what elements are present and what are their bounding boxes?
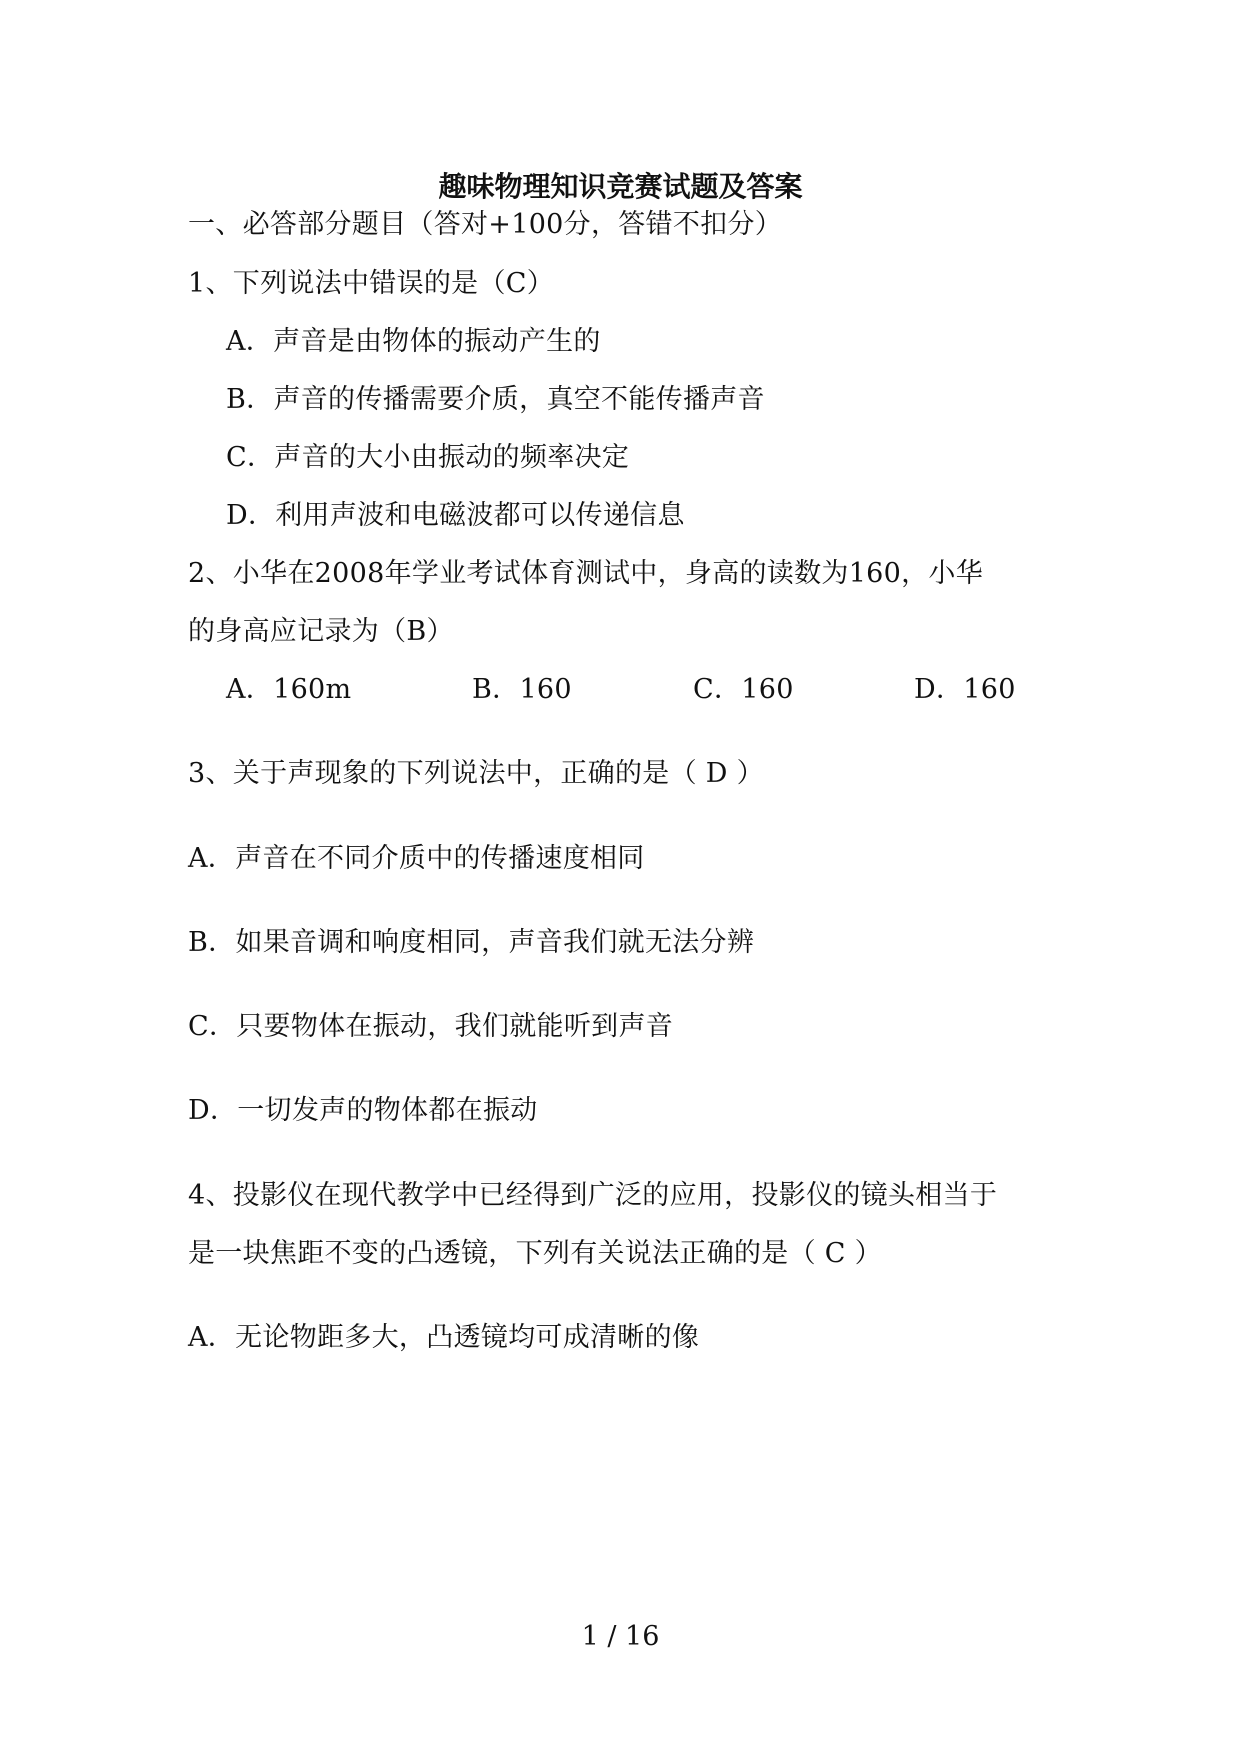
question-1-option-a: A．声音是由物体的振动产生的 <box>226 326 601 357</box>
question-2-option-d: D．160 <box>914 674 1016 705</box>
question-3-option-b: B．如果音调和响度相同，声音我们就无法分辨 <box>188 927 755 958</box>
question-4-option-a: A．无论物距多大，凸透镜均可成清晰的像 <box>188 1322 700 1353</box>
question-3-stem: 3、关于声现象的下列说法中，正确的是（ D ） <box>188 758 764 789</box>
question-3-option-a: A．声音在不同介质中的传播速度相同 <box>188 843 645 874</box>
question-1-option-b: B．声音的传播需要介质，真空不能传播声音 <box>226 384 765 415</box>
question-2-stem-line-2: 的身高应记录为（B） <box>188 616 454 647</box>
question-2-option-b: B．160 <box>472 674 572 705</box>
page-number: 1 / 16 <box>581 1621 660 1652</box>
question-3-option-c: C．只要物体在振动，我们就能听到声音 <box>188 1011 674 1042</box>
question-4-stem-line-1: 4、投影仪在现代教学中已经得到广泛的应用，投影仪的镜头相当于 <box>188 1180 998 1211</box>
question-1-option-c: C．声音的大小由振动的频率决定 <box>226 442 630 473</box>
question-4-stem-line-2: 是一块焦距不变的凸透镜，下列有关说法正确的是（ C ） <box>188 1238 882 1269</box>
document-title: 趣味物理知识竞赛试题及答案 <box>438 170 803 203</box>
question-2-option-c: C．160 <box>693 674 794 705</box>
question-2-stem-line-1: 2、小华在2008年学业考试体育测试中，身高的读数为160，小华 <box>188 558 984 589</box>
question-1-option-d: D．利用声波和电磁波都可以传递信息 <box>226 500 685 531</box>
question-3-option-d: D．一切发声的物体都在振动 <box>188 1095 538 1126</box>
question-2-option-a: A．160m <box>226 674 352 705</box>
section-heading: 一、必答部分题目（答对+100分，答错不扣分） <box>188 209 783 240</box>
question-1-stem: 1、下列说法中错误的是（C） <box>188 268 555 299</box>
